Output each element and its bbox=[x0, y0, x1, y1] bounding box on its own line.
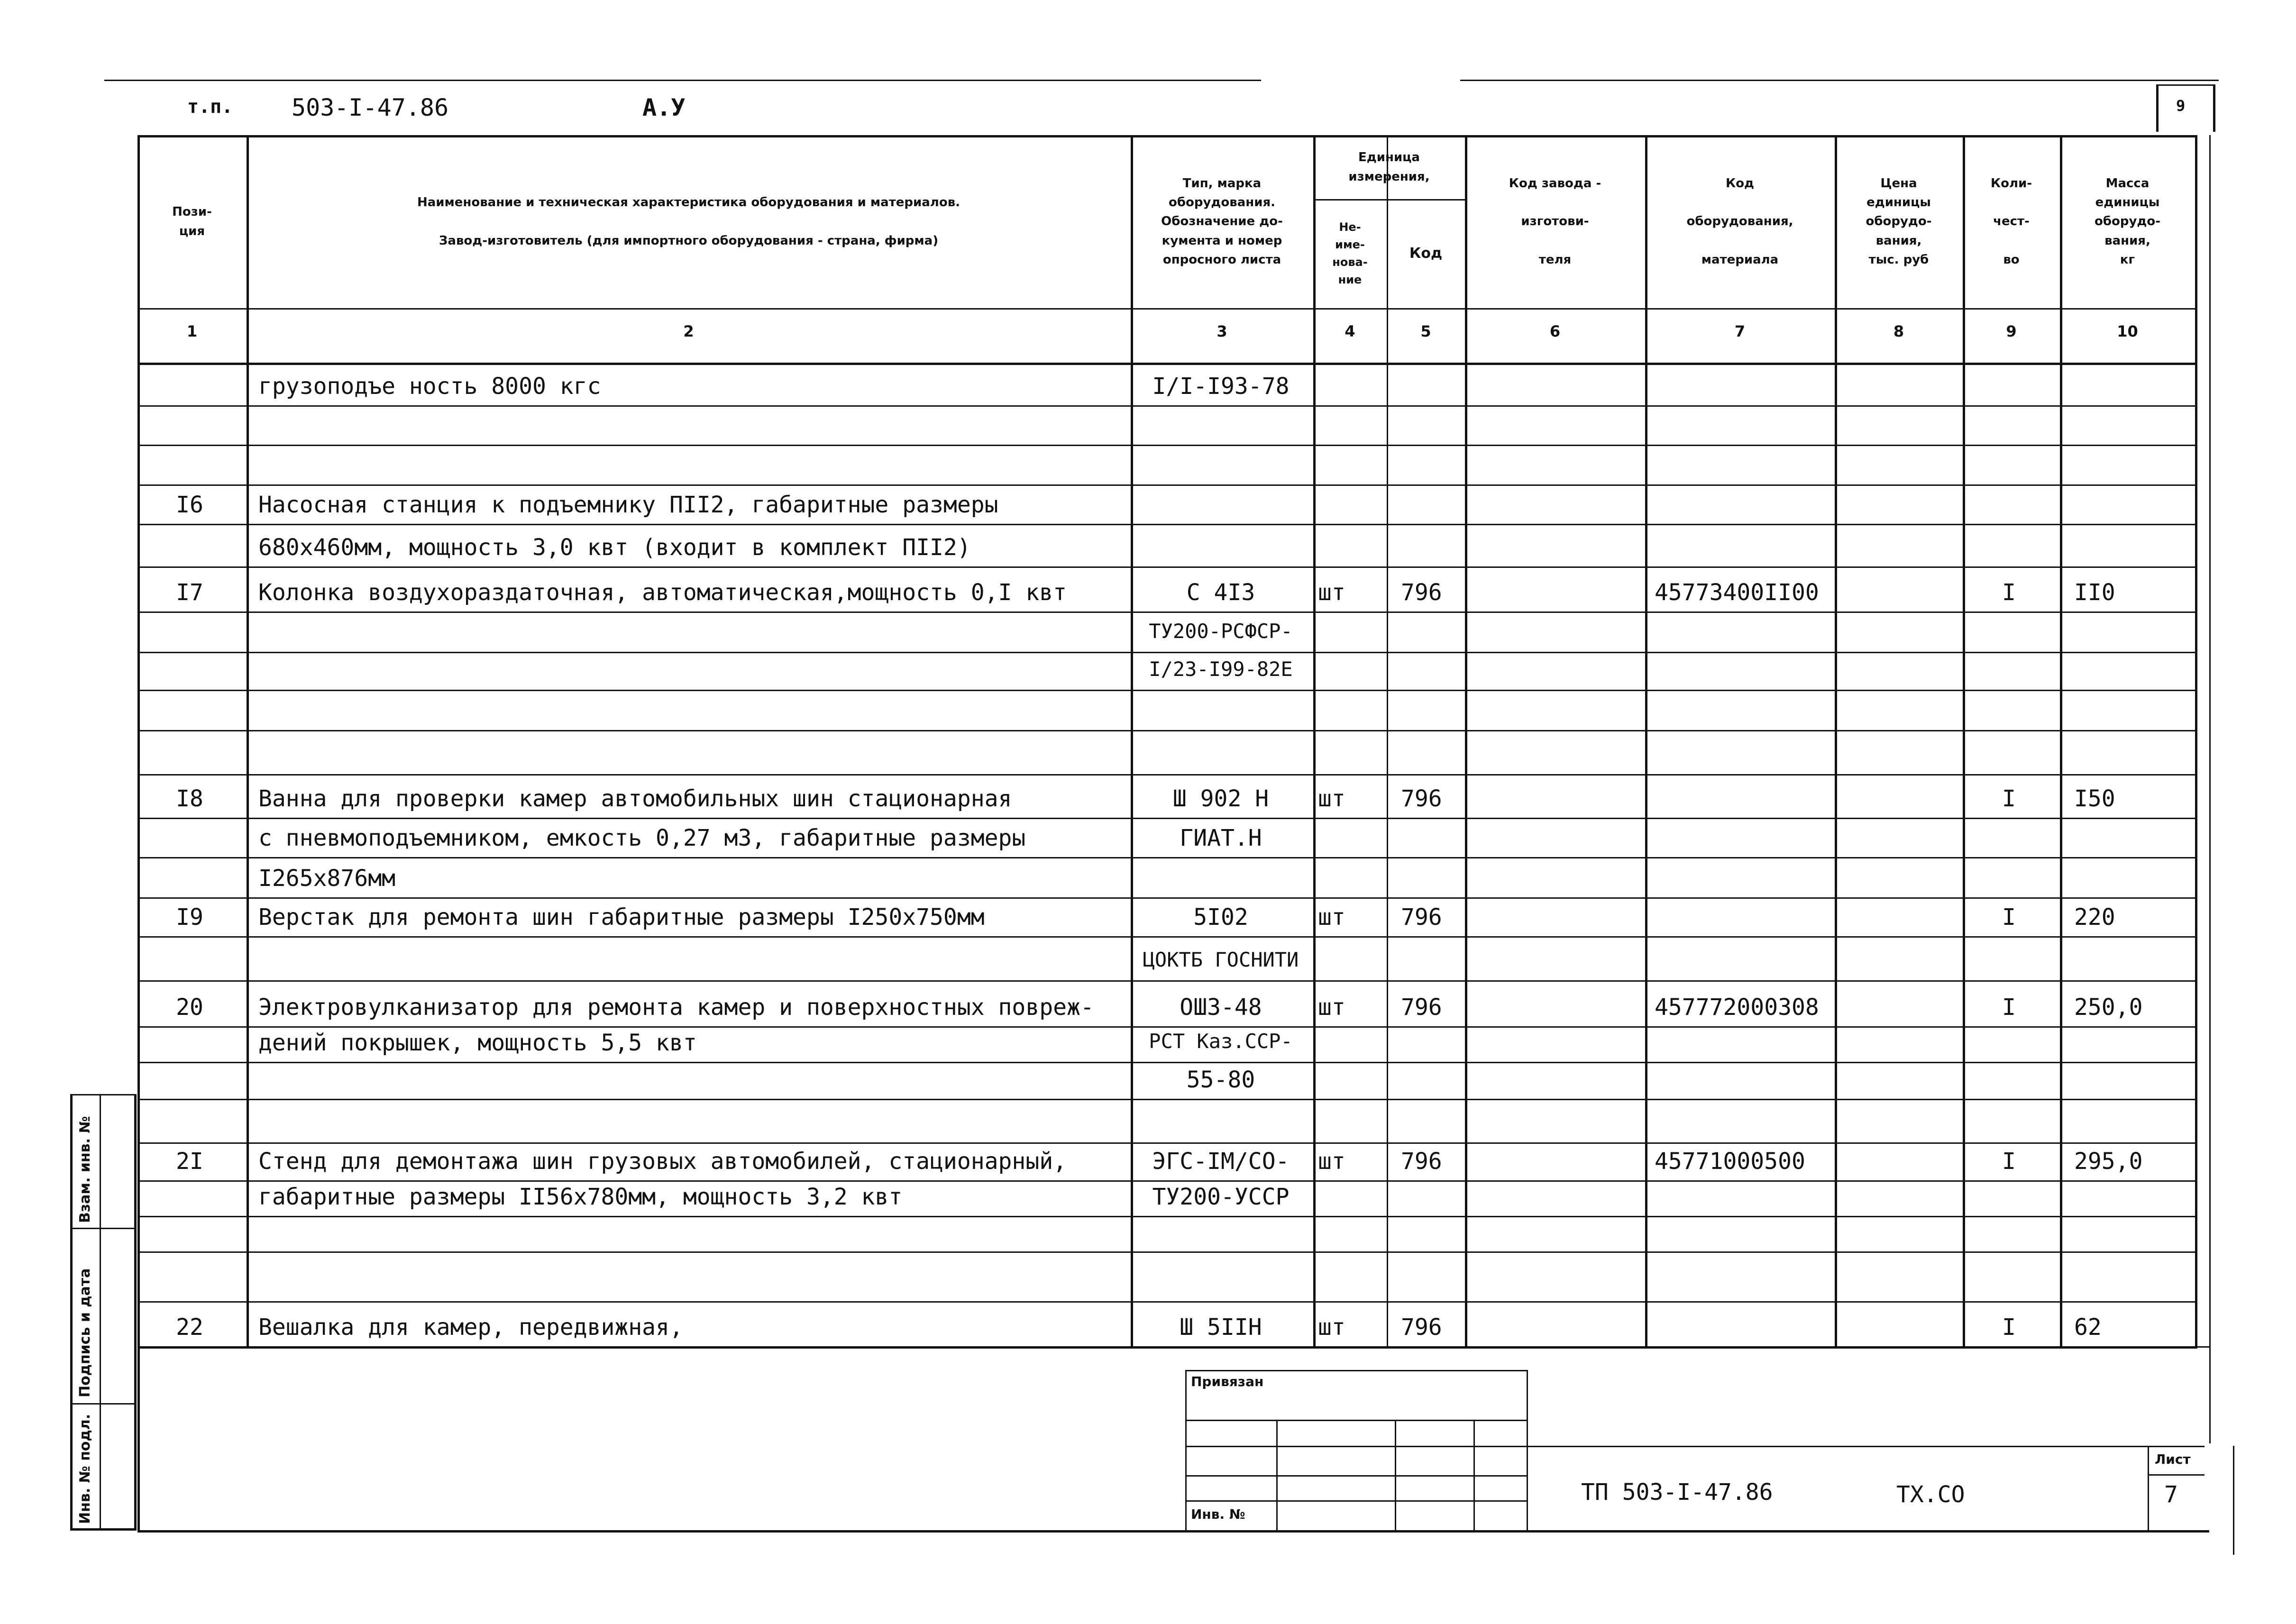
stamp-top bbox=[1185, 1370, 1527, 1371]
row-rule bbox=[137, 1251, 2195, 1253]
col-rule-9 bbox=[2060, 135, 2062, 1346]
right-margin-line bbox=[2233, 1446, 2234, 1555]
cell-code: 796 bbox=[1401, 785, 1442, 812]
cell-equip: 45771000500 bbox=[1655, 1148, 1805, 1175]
row-rule bbox=[137, 690, 2195, 691]
side-frame-sep2 bbox=[70, 1403, 137, 1405]
side-frame-sep1 bbox=[70, 1228, 137, 1229]
cell-mass: 62 bbox=[2074, 1314, 2102, 1341]
cell-type: 5I02 bbox=[1193, 904, 1248, 931]
cell-unit: шт bbox=[1318, 1148, 1345, 1175]
header-page-mark: 9 bbox=[2176, 97, 2186, 115]
row-rule bbox=[137, 445, 2195, 446]
cell-name: Ванна для проверки камер автомобильных шин стационарная bbox=[258, 785, 1012, 812]
cell-name: Насосная станция к подъемнику ПII2, габаритные размеры bbox=[258, 492, 998, 518]
header-position: Пози- ция bbox=[172, 205, 212, 238]
side-label-inv-podl: Инв. № подл. bbox=[77, 1414, 93, 1524]
cell-type: I/23-I99-82Е bbox=[1149, 657, 1293, 681]
header-album: А.У bbox=[642, 94, 686, 121]
cell-code: 796 bbox=[1401, 994, 1442, 1021]
header-name: Наименование и техническая характеристика оборудования и материалов. Завод-изготовитель (для импортного оборудования - страна, фирма) bbox=[417, 195, 960, 248]
header-mass: Масса единицы оборудо- вания, кг bbox=[2094, 176, 2161, 267]
cell-qty: I bbox=[2002, 1314, 2016, 1341]
column-number: 3 bbox=[1217, 322, 1227, 340]
cell-type: С 4I3 bbox=[1186, 579, 1255, 606]
side-frame-right bbox=[134, 1094, 137, 1530]
sheet-box-left bbox=[2148, 1446, 2149, 1530]
row-rule bbox=[137, 980, 2195, 982]
col-rule-7 bbox=[1835, 135, 1837, 1346]
row-rule bbox=[137, 1099, 2195, 1100]
col-rule-6 bbox=[1645, 135, 1647, 1346]
side-frame-mid bbox=[100, 1094, 101, 1530]
row-rule bbox=[137, 730, 2195, 731]
top-rule-right bbox=[1460, 80, 2219, 81]
cell-code: 796 bbox=[1401, 904, 1442, 931]
header-factory-code: Код завода - изготови- теля bbox=[1509, 176, 1601, 267]
stamp-inv-no: Инв. № bbox=[1191, 1506, 1245, 1522]
cell-type: РСТ Каз.ССР- bbox=[1149, 1030, 1293, 1053]
header-price: Цена единицы оборудо- вания, тыс. руб bbox=[1866, 176, 1932, 267]
row-rule bbox=[137, 566, 2195, 568]
cell-equip: 457772000308 bbox=[1655, 994, 1819, 1021]
cell-type: Ш 902 Н bbox=[1172, 785, 1269, 812]
cell-pos: 2I bbox=[176, 1148, 203, 1175]
stamp-row1 bbox=[1185, 1420, 1527, 1421]
cell-unit: шт bbox=[1318, 579, 1345, 606]
cell-qty: I bbox=[2002, 904, 2016, 931]
cell-pos: 20 bbox=[176, 994, 203, 1021]
stamp-left bbox=[1185, 1370, 1187, 1530]
column-number: 9 bbox=[2006, 322, 2017, 340]
cell-name: Верстак для ремонта шин габаритные размеры I250х750мм bbox=[258, 904, 985, 931]
stamp-mark: ТХ.СО bbox=[1896, 1481, 1965, 1508]
stamp-right bbox=[1527, 1370, 1528, 1530]
right-stub bbox=[2195, 1346, 2209, 1348]
stamp-col2 bbox=[1395, 1420, 1396, 1530]
top-rule bbox=[104, 80, 1261, 81]
cell-name: I265х876мм bbox=[258, 865, 395, 892]
row-rule bbox=[137, 1026, 2195, 1028]
cell-mass: 250,0 bbox=[2074, 994, 2143, 1021]
side-label-vzam: Взам. инв. № bbox=[77, 1116, 93, 1223]
row-rule bbox=[137, 774, 2195, 776]
cell-type: ЦОКТБ ГОСНИТИ bbox=[1143, 948, 1299, 971]
cell-unit: шт bbox=[1318, 1314, 1345, 1341]
column-number: 5 bbox=[1420, 322, 1431, 340]
side-frame-bottom bbox=[70, 1528, 137, 1531]
cell-name: Вешалка для камер, передвижная, bbox=[258, 1314, 683, 1341]
column-number: 2 bbox=[683, 322, 694, 340]
cell-code: 796 bbox=[1401, 579, 1442, 606]
header-unit: Единица измерения, bbox=[1348, 150, 1430, 184]
cell-unit: шт bbox=[1318, 904, 1345, 931]
col-rule-3 bbox=[1313, 135, 1316, 1346]
cell-type: 55-80 bbox=[1186, 1067, 1255, 1093]
header-type: Тип, марка оборудования. Обозначение до- кумента и номер опросного листа bbox=[1161, 176, 1283, 267]
header-unit-name: Не- име- нова- ние bbox=[1332, 220, 1368, 287]
row-rule bbox=[137, 524, 2195, 525]
rows-bottom bbox=[137, 1346, 2195, 1349]
side-frame-top bbox=[70, 1094, 137, 1095]
cell-name: Колонка воздухораздаточная, автоматическая,мощность 0,I квт bbox=[258, 579, 1067, 606]
col-rule-1 bbox=[247, 135, 249, 1346]
cell-type: ТУ200-РСФСР- bbox=[1149, 620, 1293, 643]
side-label-signature: Подпись и дата bbox=[77, 1268, 93, 1397]
cell-pos: I7 bbox=[176, 579, 203, 606]
cell-mass: 220 bbox=[2074, 904, 2115, 931]
cell-unit: шт bbox=[1318, 994, 1345, 1021]
column-number: 1 bbox=[186, 322, 198, 340]
row-rule bbox=[137, 1062, 2195, 1063]
cell-code: 796 bbox=[1401, 1148, 1442, 1175]
stamp-sheet-label: Лист bbox=[2155, 1451, 2191, 1467]
row-rule bbox=[137, 1142, 2195, 1144]
cell-qty: I bbox=[2002, 1148, 2016, 1175]
cell-mass: I50 bbox=[2074, 785, 2115, 812]
frame-bottom bbox=[137, 1530, 2209, 1533]
row-rule bbox=[137, 857, 2195, 858]
cell-pos: I8 bbox=[176, 785, 203, 812]
cell-type: ГИАТ.Н bbox=[1180, 825, 1262, 851]
cell-name: 680х460мм, мощность 3,0 квт (входит в комплект ПII2) bbox=[258, 534, 971, 561]
stamp-row4 bbox=[1185, 1500, 1527, 1502]
cell-name: Стенд для демонтажа шин грузовых автомобилей, стационарный, bbox=[258, 1148, 1067, 1175]
cell-equip: 45773400II00 bbox=[1655, 579, 1819, 606]
column-number: 8 bbox=[1893, 322, 1904, 340]
row-rule bbox=[137, 897, 2195, 899]
row-rule bbox=[137, 484, 2195, 486]
cell-type: Ш 5IIН bbox=[1180, 1314, 1262, 1341]
row-rule bbox=[137, 1216, 2195, 1217]
stamp-row2 bbox=[1185, 1446, 1527, 1447]
row-rule bbox=[137, 818, 2195, 819]
column-number: 4 bbox=[1345, 322, 1355, 340]
cell-name: габаритные размеры II56х780мм, мощность 3,2 квт bbox=[258, 1184, 903, 1210]
row-rule bbox=[137, 652, 2195, 653]
row-rule bbox=[137, 405, 2195, 407]
cell-name: грузоподъе ность 8000 кгс bbox=[258, 373, 601, 400]
stamp-privyazan: Привязан bbox=[1191, 1374, 1264, 1389]
col-rule-5 bbox=[1465, 135, 1467, 1346]
stamp-col3 bbox=[1473, 1420, 1475, 1530]
stamp-doc-code: ТП 503-I-47.86 bbox=[1581, 1479, 1773, 1505]
title-block-top bbox=[1527, 1446, 2205, 1447]
table-right bbox=[2195, 135, 2197, 1349]
row-rule bbox=[137, 1180, 2195, 1182]
corner-right bbox=[2213, 84, 2215, 132]
cell-mass: 295,0 bbox=[2074, 1148, 2143, 1175]
column-number: 10 bbox=[2117, 322, 2138, 340]
cell-qty: I bbox=[2002, 785, 2016, 812]
cell-pos: 22 bbox=[176, 1314, 203, 1341]
row-rule bbox=[137, 611, 2195, 613]
stamp-sheet-number: 7 bbox=[2164, 1481, 2178, 1508]
corner-top bbox=[2156, 84, 2213, 86]
col-rule-4 bbox=[1387, 135, 1388, 1346]
header-equipment-code: Код оборудования, материала bbox=[1686, 176, 1793, 267]
cell-pos: I9 bbox=[176, 904, 203, 931]
column-number: 6 bbox=[1549, 322, 1561, 340]
cell-name: дений покрышек, мощность 5,5 квт bbox=[258, 1030, 697, 1056]
cell-pos: I6 bbox=[176, 492, 203, 518]
header-unit-code: Код bbox=[1409, 245, 1443, 262]
column-number: 7 bbox=[1734, 322, 1746, 340]
cell-type: ОШ3-48 bbox=[1180, 994, 1262, 1021]
cell-type: ТУ200-УССР bbox=[1152, 1184, 1290, 1210]
row-rule bbox=[137, 1301, 2195, 1303]
header-quantity: Коли- чест- во bbox=[1990, 176, 2032, 267]
header-prefix: т.п. bbox=[187, 96, 233, 118]
stamp-col1 bbox=[1276, 1420, 1278, 1530]
cell-code: 796 bbox=[1401, 1314, 1442, 1341]
cell-qty: I bbox=[2002, 994, 2016, 1021]
cell-type: ЭГС-IМ/СО- bbox=[1152, 1148, 1290, 1175]
corner-line bbox=[2156, 84, 2159, 132]
colnum-bottom bbox=[137, 363, 2195, 365]
cell-unit: шт bbox=[1318, 785, 1345, 812]
cell-name: с пневмоподъемником, емкость 0,27 м3, габаритные размеры bbox=[258, 825, 1026, 851]
cell-qty: I bbox=[2002, 579, 2016, 606]
cell-name: Электровулканизатор для ремонта камер и поверхностных повреж- bbox=[258, 994, 1094, 1021]
side-frame-left bbox=[70, 1094, 73, 1530]
cell-type: I/I-I93-78 bbox=[1152, 373, 1290, 400]
page-right bbox=[2209, 135, 2211, 1443]
header-bottom bbox=[137, 308, 2195, 310]
sheet-box-sep bbox=[2148, 1474, 2205, 1476]
cell-mass: II0 bbox=[2074, 579, 2115, 606]
header-doc-number: 503-I-47.86 bbox=[292, 94, 449, 121]
stamp-row3 bbox=[1185, 1475, 1527, 1477]
row-rule bbox=[137, 936, 2195, 938]
